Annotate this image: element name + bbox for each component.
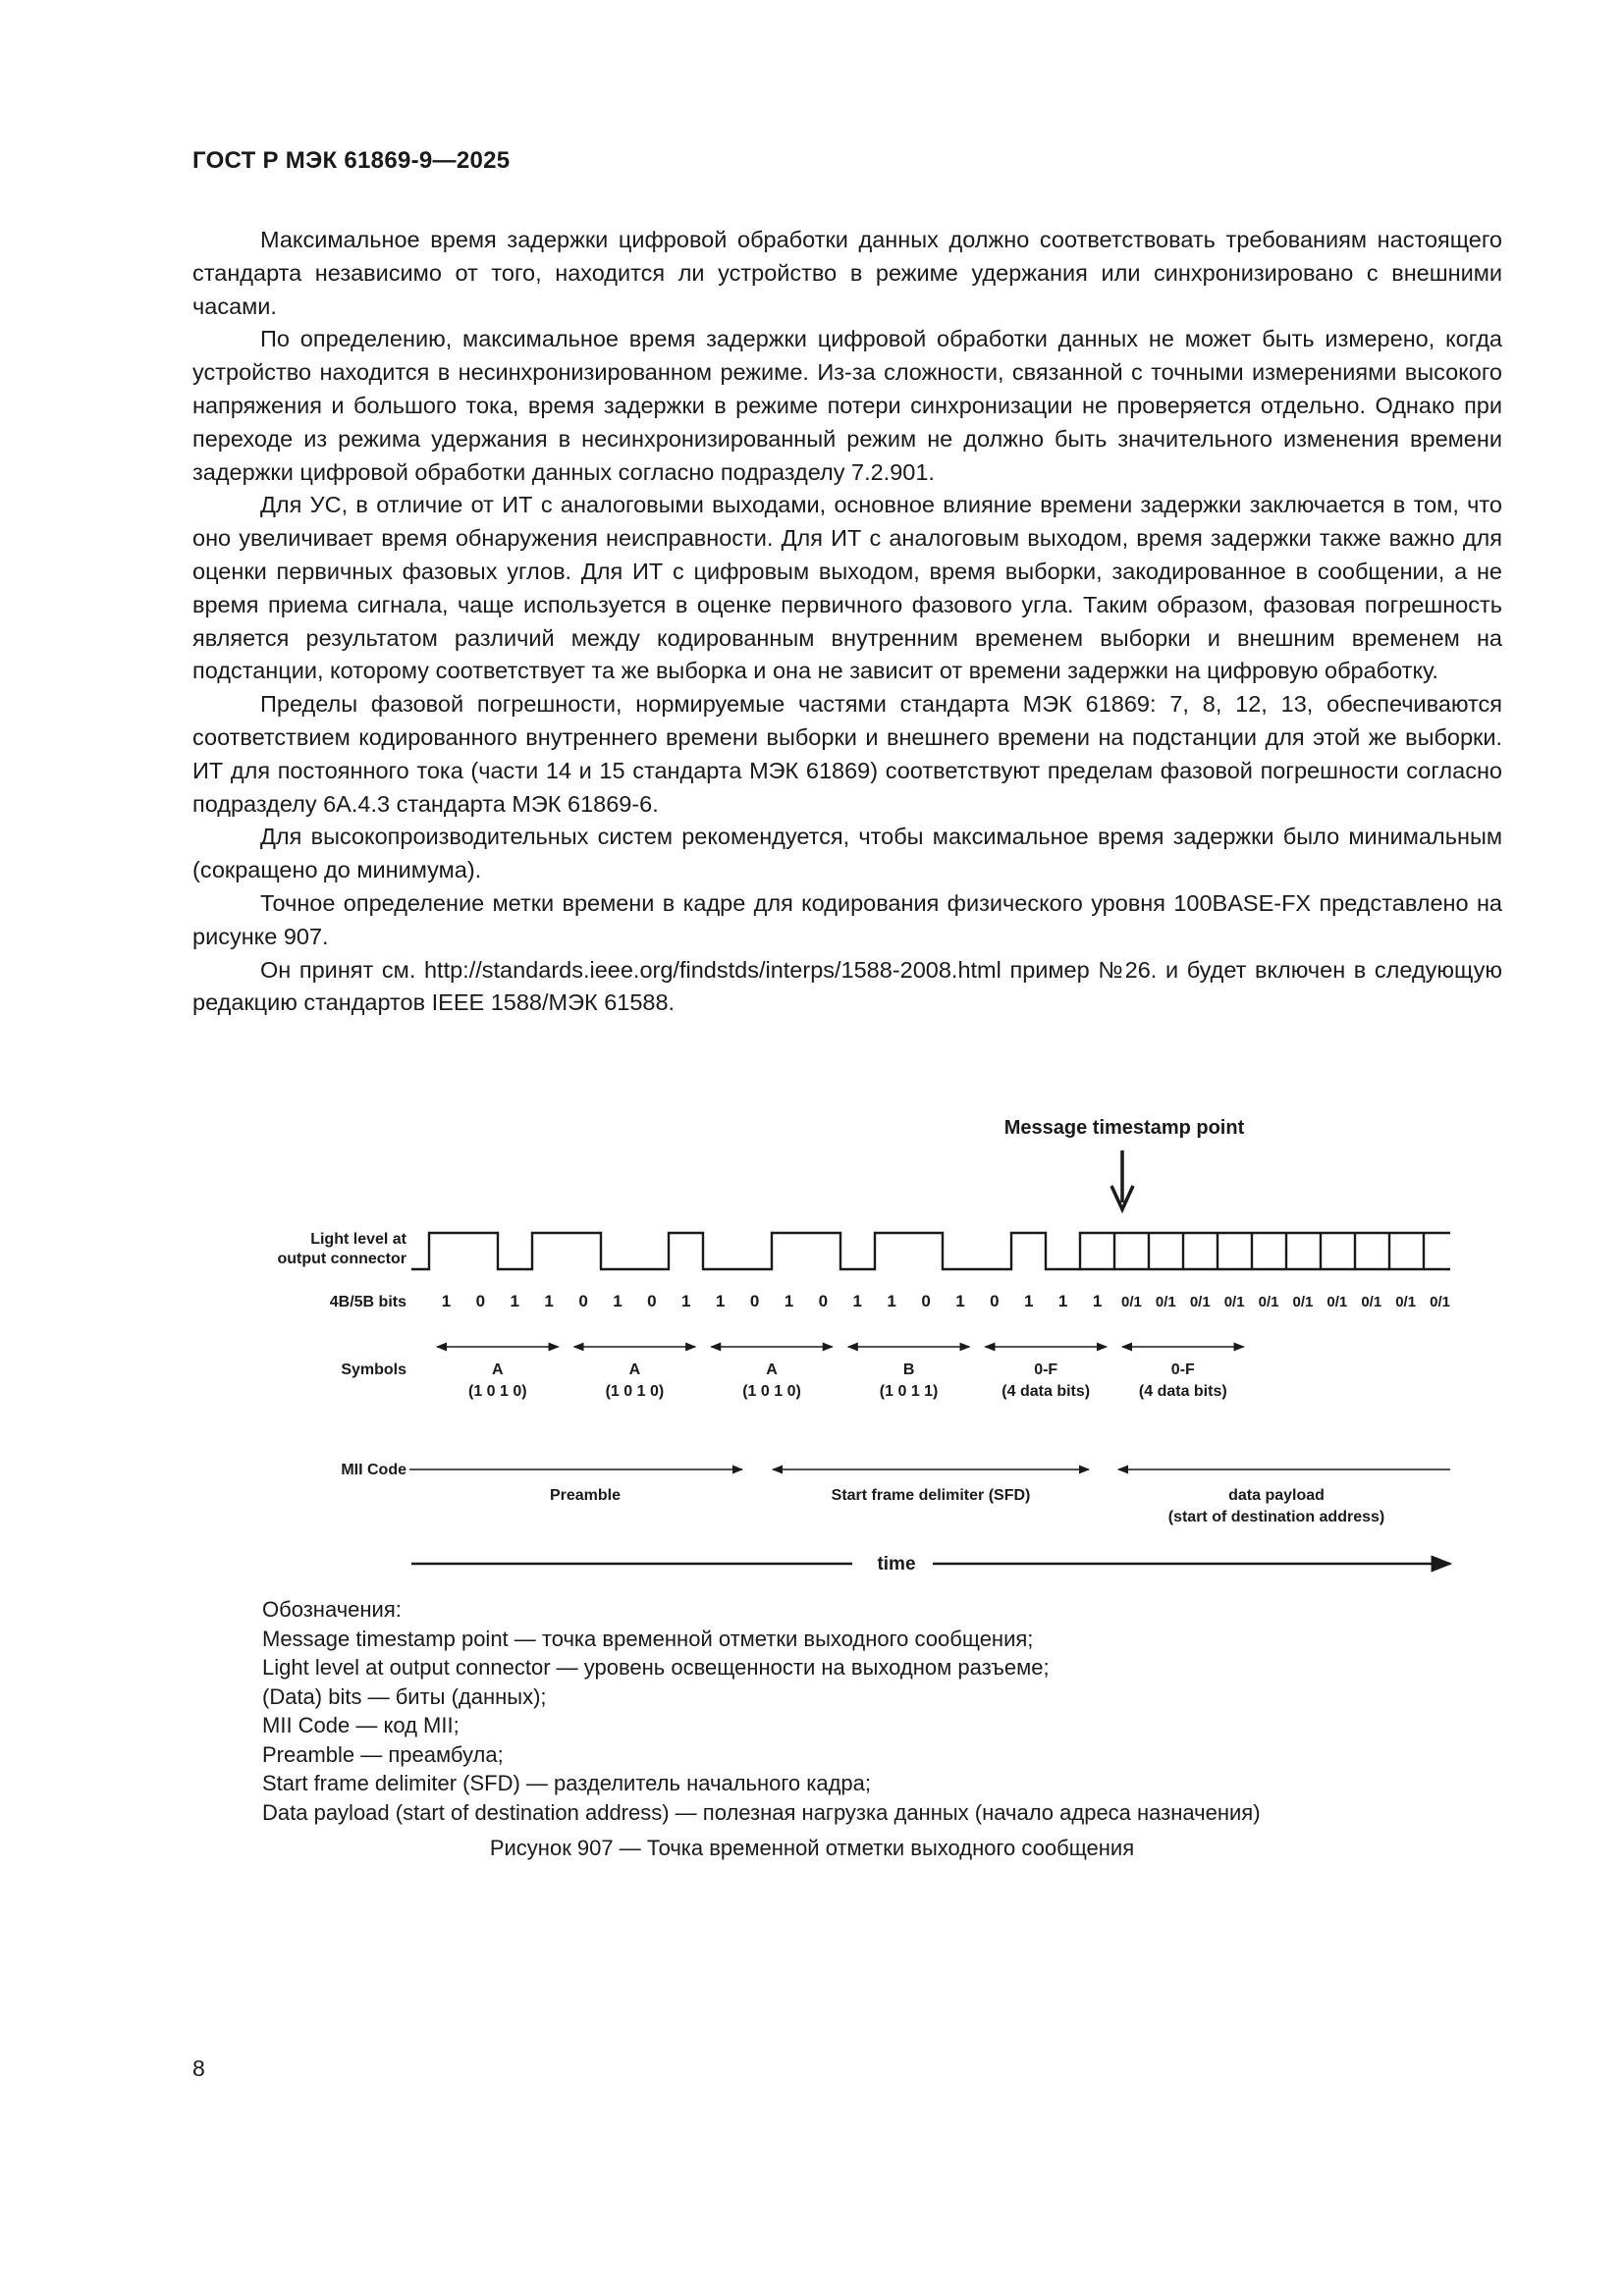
paragraph: Для высокопроизводительных систем рекомендуется, чтобы максимальное время задержки было минимальным (сокращено до минимума). (192, 824, 1502, 883)
bit-value: 0 (818, 1292, 829, 1310)
symbol-name: A (766, 1362, 778, 1378)
bit-value: 0 (990, 1292, 1000, 1310)
bit-value: 1 (544, 1292, 554, 1310)
legend-item: Light level at output connector — уровень освещенности на выходном разъеме; (262, 1655, 1050, 1680)
symbol-name: A (492, 1362, 504, 1378)
symbol-code: (1 0 1 0) (468, 1383, 527, 1400)
legend-item: Message timestamp point — точка временной отметки выходного сообщения; (262, 1626, 1034, 1651)
bit-value: 0 (749, 1292, 760, 1310)
preamble-label: Preamble (549, 1487, 622, 1504)
payload-label: data payload (1228, 1487, 1325, 1504)
light-level-waveform (411, 1233, 1450, 1269)
bit-value: 1 (681, 1292, 691, 1310)
payload-label: (start of destination address) (1167, 1509, 1385, 1525)
symbol-name: 0-F (1034, 1362, 1058, 1378)
legend (262, 1595, 1261, 1827)
bit-value: 1 (784, 1292, 794, 1310)
bit-value: 1 (613, 1292, 623, 1310)
bit-value: 0/1 (1258, 1294, 1279, 1310)
timestamp-arrow-icon (1111, 1150, 1133, 1209)
bit-value: 1 (955, 1292, 965, 1310)
bit-value: 1 (887, 1292, 896, 1310)
legend-item: Обозначения: (262, 1597, 402, 1622)
bit-value: 1 (852, 1292, 862, 1310)
bits-row (442, 1292, 1450, 1310)
symbols-row (437, 1347, 1244, 1400)
paragraph: По определению, максимальное время задержки цифровой обработки данных не может быть измерено, когда устройство находится в несинхронизированном режиме. Из-за сложности, связанной с точными измерениями высокого напряжения и большого тока, время задержки в режиме потери синхронизации не проверяется отдельно. Однако при переходе из режима удержания в несинхронизированный режим не должно быть значительного изменения времени задержки цифровой обработки данных согласно подразделу 7.2.901. (192, 326, 1502, 485)
figure-caption: Рисунок 907 — Точка временной отметки выходного сообщения (489, 1836, 1135, 1860)
paragraph: Точное определение метки времени в кадре для кодирования физического уровня 100BASE-FX представлено на рисунке 907. (192, 889, 1502, 949)
symbol-name: A (628, 1362, 641, 1378)
bit-value: 0/1 (1223, 1294, 1245, 1310)
symbol-code: (1 0 1 0) (605, 1383, 665, 1400)
mii-label: MII Code (341, 1462, 406, 1478)
time-label: time (877, 1554, 916, 1575)
page-number: 8 (192, 2056, 205, 2081)
bit-value: 0 (921, 1292, 931, 1310)
bits-label: 4B/5B bits (329, 1294, 406, 1310)
symbol-code: (4 data bits) (1001, 1383, 1091, 1400)
legend-item: Data payload (start of destination address) — полезная нагрузка данных (начало адреса назначения) (262, 1799, 1261, 1825)
document-header: ГОСТ Р МЭК 61869-9—2025 (192, 147, 511, 174)
payload-bit-cells (1080, 1233, 1450, 1269)
bit-value: 0/1 (1326, 1294, 1348, 1310)
symbols-label: Symbols (341, 1362, 406, 1378)
bit-value: 0/1 (1155, 1294, 1176, 1310)
symbol-code: (1 0 1 1) (879, 1383, 939, 1400)
bit-value: 1 (441, 1292, 452, 1310)
bit-value: 1 (715, 1292, 726, 1310)
bit-value: 1 (1024, 1292, 1034, 1310)
bit-value: 0/1 (1292, 1294, 1314, 1310)
bit-value: 0 (578, 1292, 588, 1310)
legend-item: (Data) bits — биты (данных); (262, 1683, 547, 1709)
bit-value: 0/1 (1430, 1294, 1450, 1310)
paragraph: Пределы фазовой погрешности, нормируемые частями стандарта МЭК 61869: 7, 8, 12, 13, обеспечиваются соответствием кодированного внутреннего времени выборки и внешнего времени на подстанции для этой же выборки. ИТ для постоянного тока (части 14 и 15 стандарта МЭК 61869) соответствуют пределам фазовой погрешности согласно подразделу 6А.4.3 стандарта МЭК 61869-6. (192, 691, 1502, 817)
bit-value: 1 (1092, 1292, 1103, 1310)
bit-value: 0 (475, 1292, 486, 1310)
legend-item: Preamble — преамбула; (262, 1741, 504, 1767)
light-level-label: output connector (277, 1251, 406, 1267)
bit-value: 0 (647, 1292, 657, 1310)
legend-item: MII Code — код MII; (262, 1713, 460, 1737)
symbol-code: (1 0 1 0) (742, 1383, 801, 1400)
light-level-label: Light level at (310, 1231, 406, 1248)
bit-value: 1 (1057, 1292, 1068, 1310)
symbol-name: B (902, 1362, 915, 1378)
symbol-name: 0-F (1170, 1362, 1195, 1378)
bit-value: 0/1 (1121, 1294, 1142, 1310)
paragraph: Он принят см. http://standards.ieee.org/findstds/interps/1588-2008.html пример №26. и будет включен в следующую редакцию стандартов IEEE 1588/МЭК 61588. (192, 956, 1502, 1016)
bit-value: 0/1 (1361, 1294, 1382, 1310)
bit-value: 1 (510, 1292, 519, 1310)
bit-value: 0/1 (1189, 1294, 1211, 1310)
paragraph: Для УС, в отличие от ИТ с аналоговыми выходами, основное влияние времени задержки заключается в том, что оно увеличивает время обнаружения неисправности. Для ИТ с аналоговым выходом, время задержки также важно для оценки первичных фазовых углов. Для ИТ с цифровым выходом, время выборки, закодированное в сообщении, а не время приема сигнала, чаще используется в оценке первичного фазового угла. Таким образом, фазовая погрешность является результатом различий между кодированным внутренним временем выборки и внешним временем на подстанции, которому соответствует та же выборка и она не зависит от времени задержки на цифровую обработку. (192, 492, 1502, 684)
timestamp-figure (0, 1090, 1624, 1580)
timestamp-label: Message timestamp point (1003, 1117, 1245, 1139)
symbol-code: (4 data bits) (1138, 1383, 1227, 1400)
body-text (192, 224, 1502, 1020)
paragraph: Максимальное время задержки цифровой обработки данных должно соответствовать требованиям настоящего стандарта независимо от того, находится ли устройство в режиме удержания или синхронизировано с внешними часами. (192, 227, 1502, 319)
sfd-label: Start frame delimiter (SFD) (831, 1487, 1031, 1504)
bit-value: 0/1 (1395, 1294, 1417, 1310)
legend-item: Start frame delimiter (SFD) — разделитель начального кадра; (262, 1771, 872, 1795)
